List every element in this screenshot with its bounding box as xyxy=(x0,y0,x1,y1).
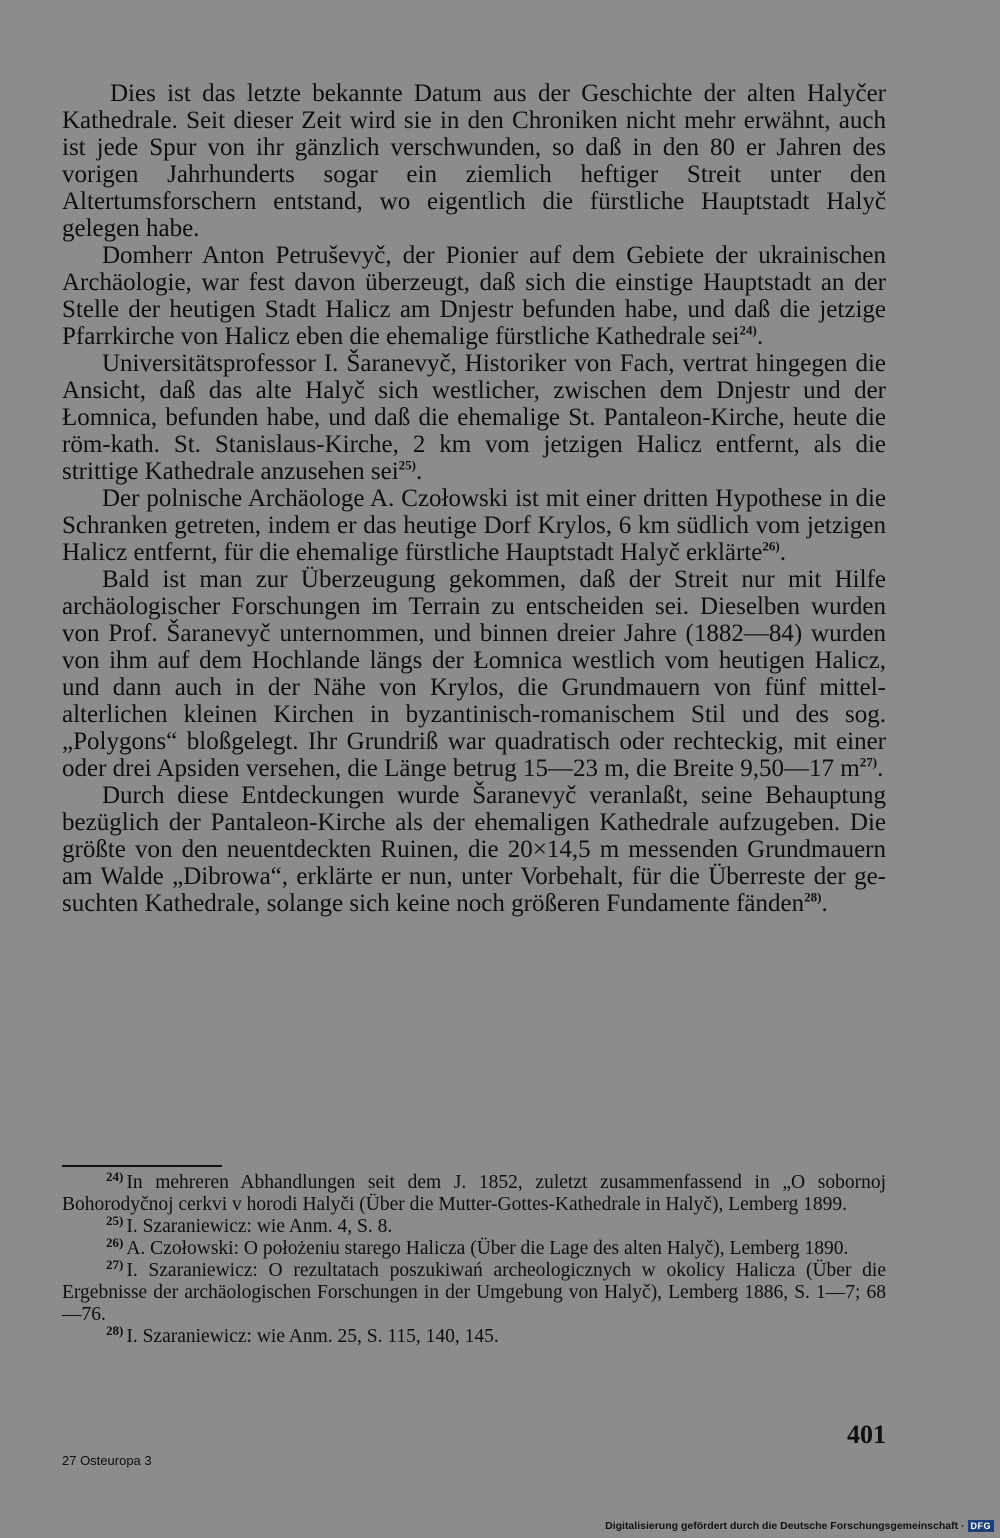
paragraph xyxy=(62,242,886,350)
footnote-text: I. Szaraniewicz: wie Anm. 4, S. 8. xyxy=(126,1216,393,1237)
paragraph-text: Der polnische Archäologe A. Czołowski ist mit einer dritten Hypothese in die Schranken getreten, indem er das heutige Dorf Krylos, 6 km südlich vom jetzigen Halicz entfernt, für die ehemalige fürstliche Hauptstadt Halyč erklärte xyxy=(62,485,886,566)
paragraph-text: Dies ist das letzte bekannte Datum aus der Geschichte der alten Halyčer Kathedrale. Seit dieser Zeit wird sie in den Chroniken nicht mehr erwähnt, auch ist jede Spur von ihr gänzlich verschwunden, so daß in den 80 er Jahren des vorigen Jahrhunderts sogar ein ziemlich heftiger Streit unter den Altertumsforschern entstand, wo eigentlich die fürstliche Hauptstadt Halyč gelegen habe. xyxy=(62,80,886,242)
footnote-text: I. Szaraniewicz: wie Anm. 25, S. 115, 140, 145. xyxy=(126,1326,499,1347)
footnote-reference: 25) xyxy=(398,457,417,473)
paragraph-text: Domherr Anton Petruševyč, der Pionier auf dem Gebiete der ukrainischen Archäologie, war fest davon überzeugt, daß sich die einstige Hauptstadt an der Stelle der heutigen Stadt Halicz am Dnjestr befunden habe, und daß die jetzige Pfarrkirche von Halicz eben die ehemalige fürstliche Kathedrale sei xyxy=(62,242,886,350)
main-text xyxy=(62,80,886,917)
footnote-number: 26) xyxy=(106,1234,124,1250)
paragraph-text: . xyxy=(821,890,828,917)
footnote-number: 28) xyxy=(106,1322,124,1338)
footnote-number: 25) xyxy=(106,1212,124,1228)
footnote-text: I. Szaraniewicz: O rezultatach poszukiwań archeologicznych w okolicy Halicza (Über die Ergebnisse der archäologischen Forschungen in der Umgebung von Halyč), Lemberg 1886, S. 1—7; 68—76. xyxy=(62,1260,886,1325)
paragraph xyxy=(62,350,886,485)
paragraph-text: . xyxy=(416,458,423,485)
footnote-separator xyxy=(62,1165,222,1167)
dfg-logo: DFG xyxy=(968,1520,995,1532)
paragraph-text: Durch diese Entdeckungen wurde Šaranevyč veranlaßt, seine Behauptung bezüglich der Pantaleon-Kirche als der ehemaligen Kathedrale aufzugeben. Die größte von den neuentdeckten Ruinen, die 20×14,5 m messenden Grundmauern am Walde „Dibrowa“, erklärte er nun, unter Vorbehalt, für die Überreste der gesuchten Kathedrale, solange sich keine noch größeren Fundamente fänden xyxy=(62,782,886,917)
paragraph xyxy=(62,80,886,242)
paragraph xyxy=(62,566,886,782)
footnote xyxy=(62,1322,886,1348)
footnote xyxy=(62,1256,886,1326)
footnote-number: 24) xyxy=(106,1168,124,1184)
footnote-text: In mehreren Abhandlungen seit dem J. 1852, zuletzt zusammenfassend in „O sobornoj Bohorodyčnoj cerkvi v horodi Halyči (Über die Mutter-Gottes-Kathedrale in Halyč), Lemberg 1899. xyxy=(62,1172,886,1215)
paragraph-text: Universitätsprofessor I. Šaranevyč, Historiker von Fach, vertrat hingegen die Ansicht, daß das alte Halyč sich westlicher, zwischen dem Dnjestr und der Łomnica, befunden habe, und daß die ehemalige St. Pantaleon-Kirche, heute die röm-kath. St. Stanislaus-Kirche, 2 km vom jetzigen Halicz entfernt, als die strittige Kathedrale anzusehen sei xyxy=(62,350,886,485)
footnote-number: 27) xyxy=(106,1256,124,1272)
paragraph-text: . xyxy=(756,323,764,350)
footnote xyxy=(62,1234,886,1260)
footnote-reference: 24) xyxy=(739,322,757,338)
footnote xyxy=(62,1168,886,1216)
footnotes xyxy=(62,1168,886,1348)
footnote xyxy=(62,1212,886,1238)
paragraph-text: Bald ist man zur Überzeugung gekommen, daß der Streit nur mit Hilfe archäologischer Forschungen im Terrain zu entscheiden sei. Dieselben wurden von Prof. Šaranevyč unternommen, und binnen dreier Jahre (1882—84) wurden von ihm auf dem Hochlande längs der Łomnica westlich vom heutigen Halicz, und dann auch in der Nähe von Krylos, die Grundmauern von fünf mittelalterlichen kleinen Kirchen in byzantinisch-romanischem Stil und des sog. „Polygons“ bloßgelegt. Ihr Grundriß war quadratisch oder rechteckig, mit einer oder drei Apsiden versehen, die Länge betrug 15—23 m, die Breite 9,50—17 m xyxy=(62,566,886,782)
paragraph-text: . xyxy=(877,755,884,782)
paragraph xyxy=(62,782,886,917)
digitization-credit xyxy=(605,1520,994,1532)
footnote-reference: 27) xyxy=(859,754,878,770)
footnote-reference: 28) xyxy=(804,889,822,905)
footnote-text: A. Czołowski: O położeniu starego Halicza (Über die Lage des alten Halyč), Lemberg 1890. xyxy=(126,1238,849,1259)
paragraph-text: . xyxy=(779,539,786,566)
printer-signature: 27 Osteuropa 3 xyxy=(62,1453,152,1468)
paragraph xyxy=(62,485,886,566)
footnote-reference: 26) xyxy=(762,538,780,554)
page-number: 401 xyxy=(847,1420,886,1449)
credit-text: Digitalisierung gefördert durch die Deutsche Forschungsgemeinschaft · xyxy=(605,1520,965,1532)
